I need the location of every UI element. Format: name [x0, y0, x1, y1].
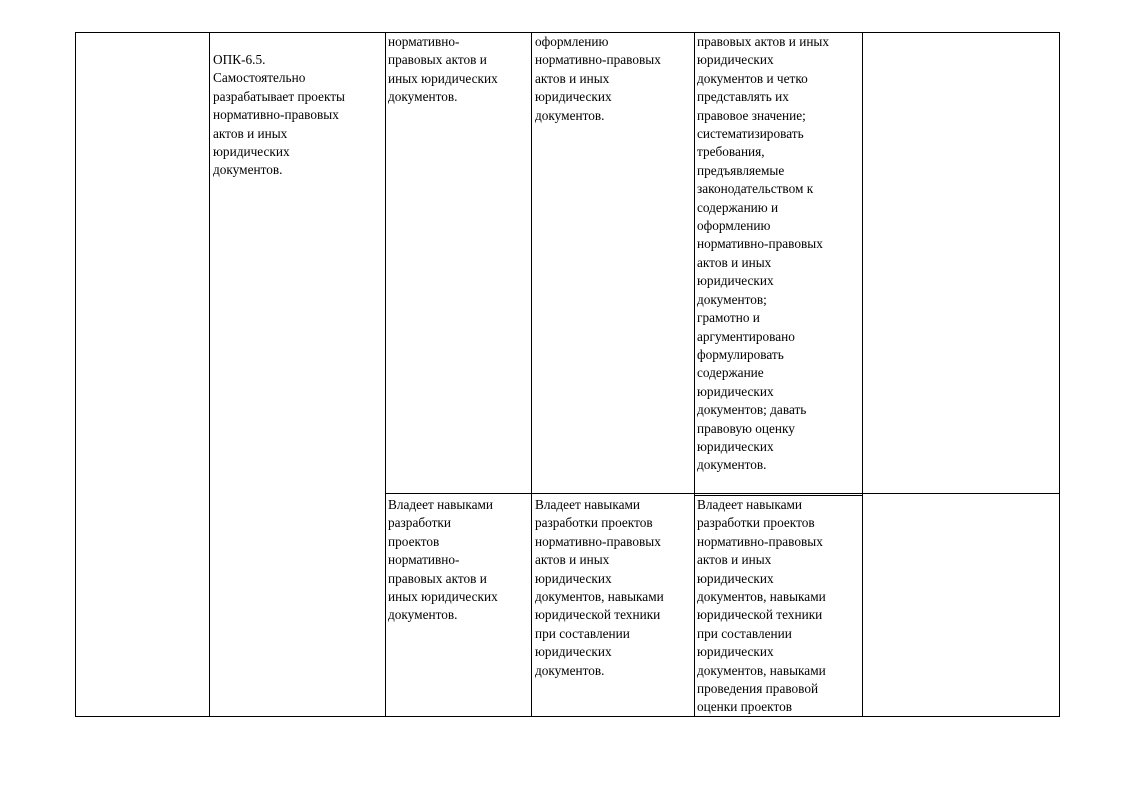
column-divider-3: [531, 32, 532, 717]
criteria-cell-1: оформлению нормативно-правовых актов и иных юридических документов.: [535, 34, 661, 123]
knowledge-cell: нормативно- правовых актов и иных юридических документов.: [388, 34, 498, 105]
criteria-cell-2: правовых актов и иных юридических документов и четко представлять их правовое значение; систематизировать требования, предъявляемые законодательством к содержанию и оформлению нормативно-правовых актов и иных юридических документов; грамотно и аргументировано формулировать содержание юридических документов; давать правовую оценку юридических документов.: [697, 34, 830, 473]
column-divider-2: [385, 32, 386, 717]
skills-cell: Владеет навыками разработки проектов нормативно- правовых актов и иных юридических документов.: [388, 497, 498, 623]
skills-criteria-cell-1: Владеет навыками разработки проектов нормативно-правовых актов и иных юридических документов, навыками юридической техники при составлении юридических документов.: [535, 497, 664, 678]
column-divider-1: [209, 32, 210, 717]
column-divider-5: [862, 32, 863, 717]
column-divider-4: [694, 32, 695, 717]
skills-criteria-cell-2: Владеет навыками разработки проектов нормативно-правовых актов и иных юридических документов, навыками юридической техники при составлении юридических документов, навыками проведения правовой оценки проектов: [697, 497, 826, 715]
table-border-bottom: [75, 716, 1060, 717]
competency-indicator-cell: ОПК-6.5. Самостоятельно разрабатывает проекты нормативно-правовых актов и иных юридических документов.: [213, 52, 345, 178]
table-border-right: [1059, 32, 1060, 717]
table-border-left: [75, 32, 76, 717]
row-divider: [385, 493, 1060, 494]
